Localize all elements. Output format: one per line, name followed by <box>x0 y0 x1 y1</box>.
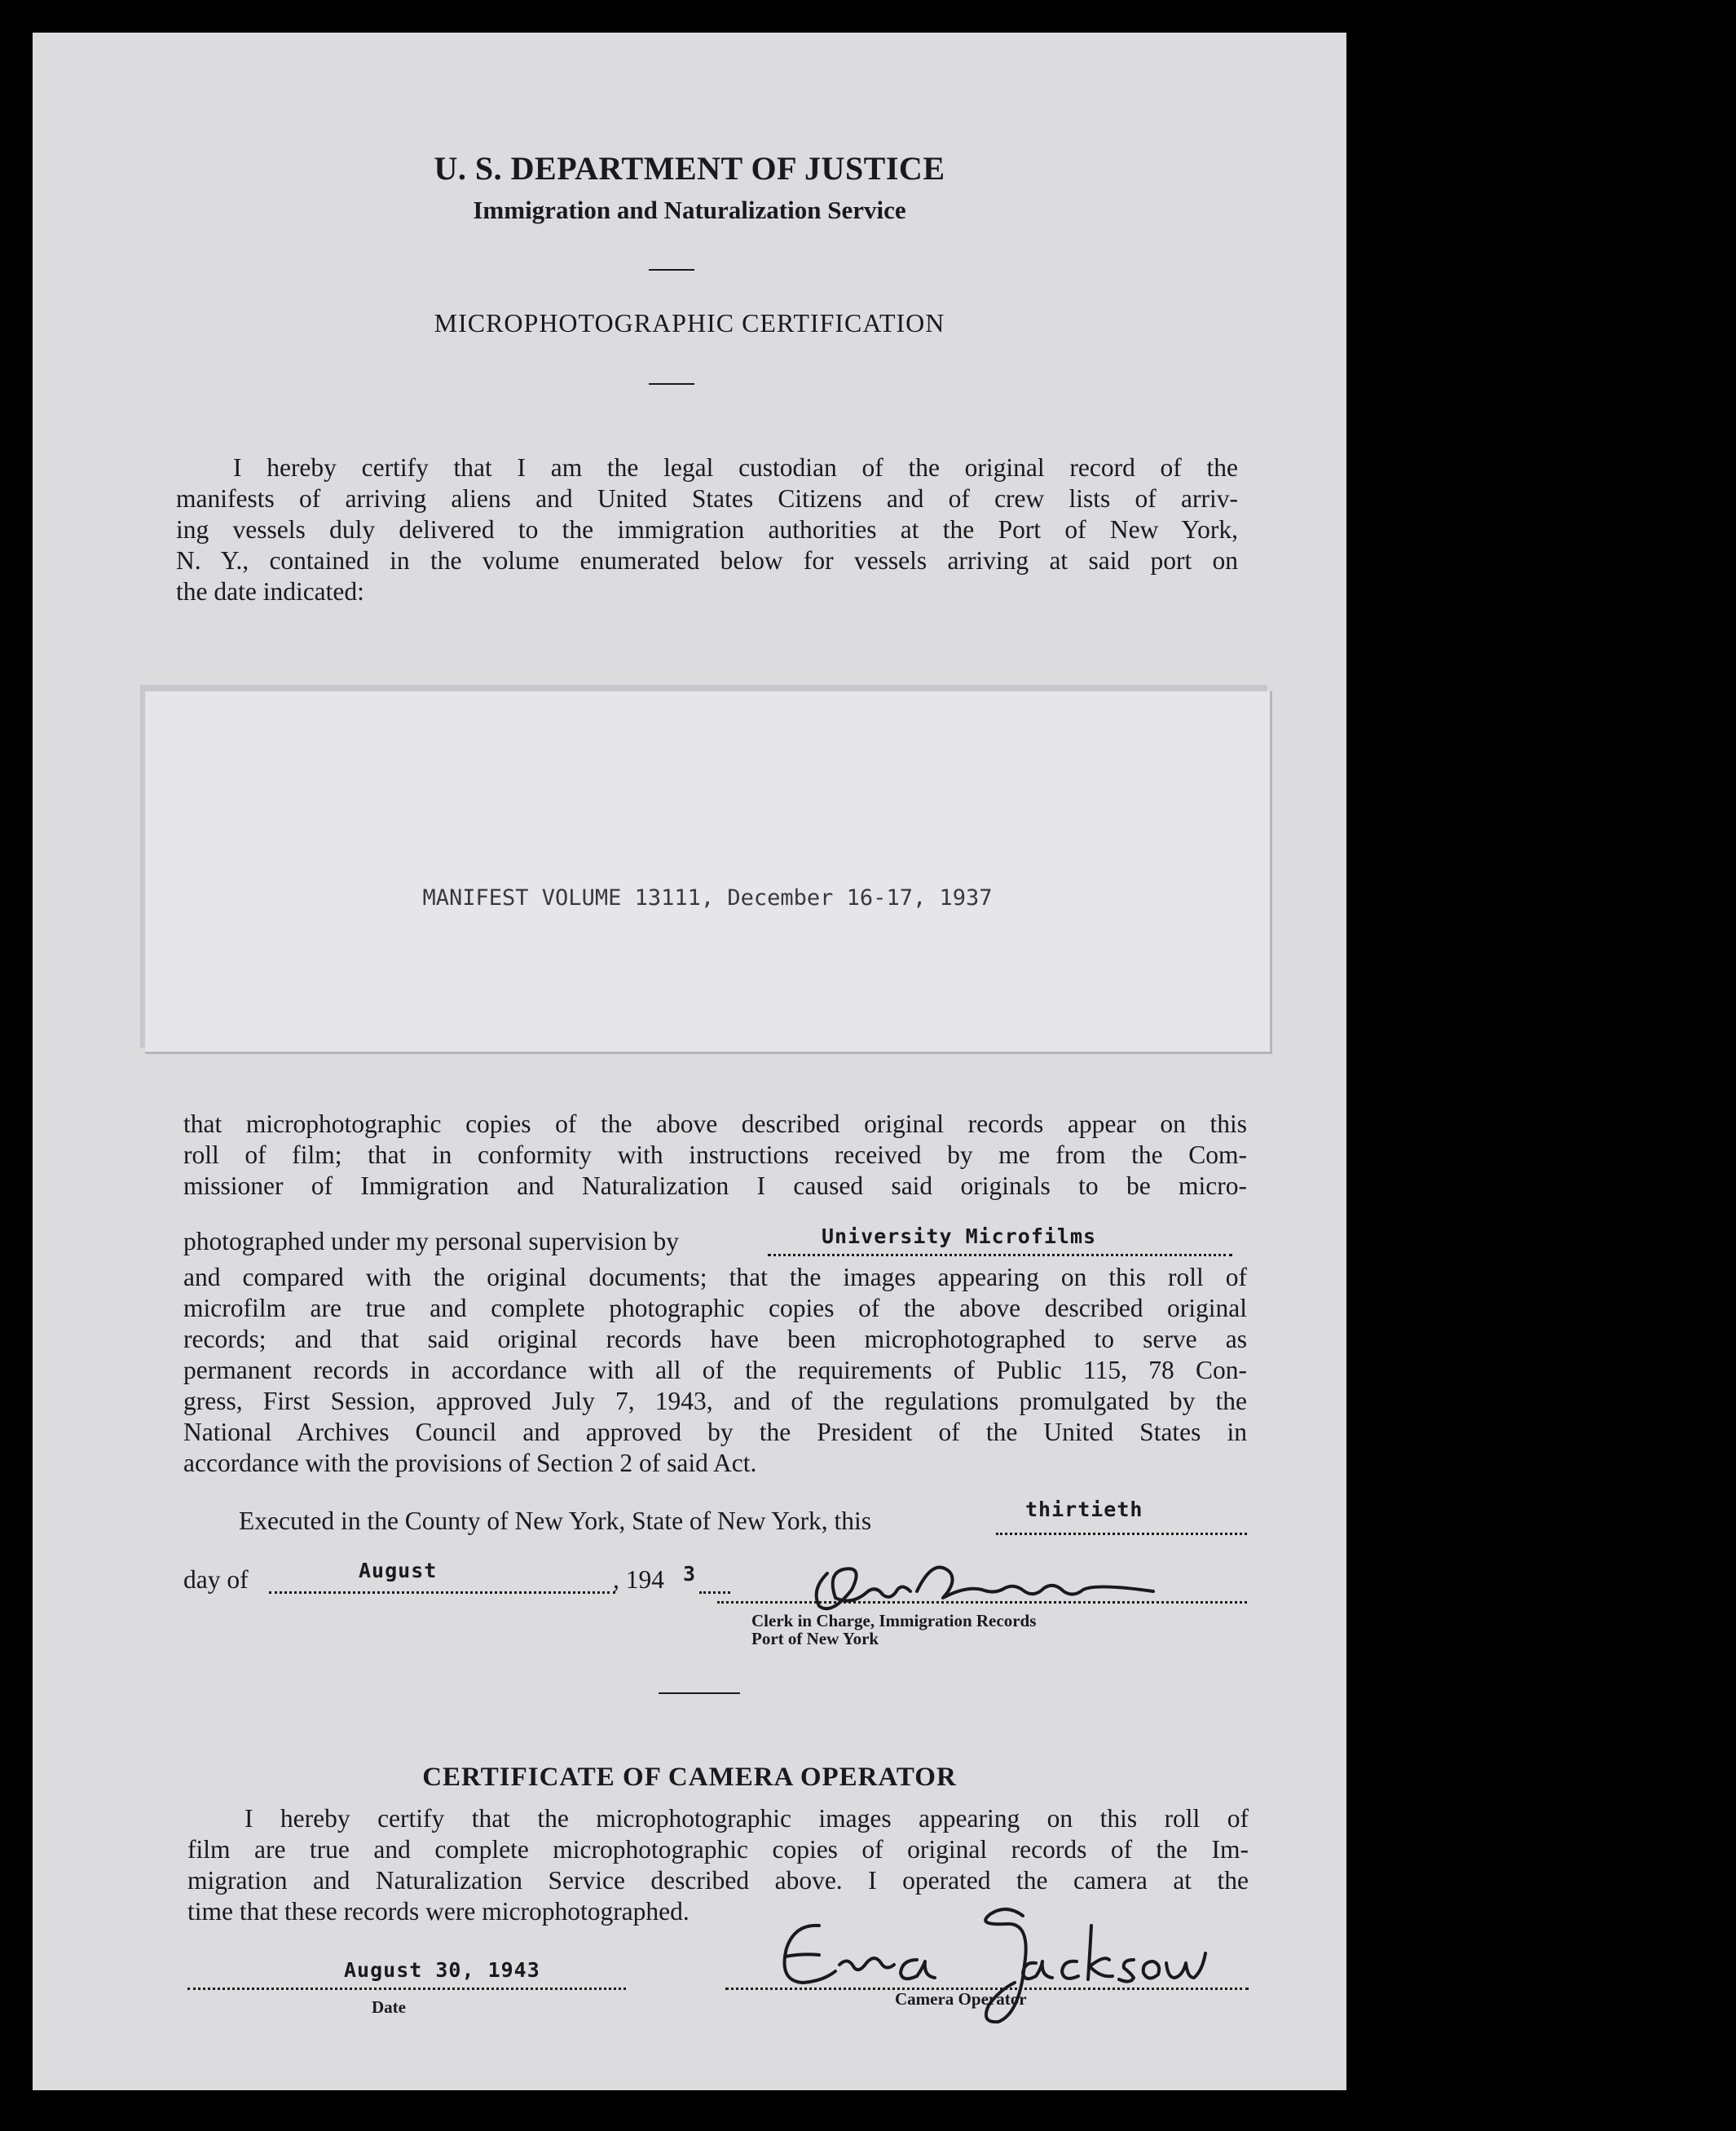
clerk-signature-line <box>717 1601 1247 1604</box>
day-of-label: day of <box>183 1565 249 1594</box>
divider <box>649 383 694 385</box>
body-line: gress, First Session, approved July 7, 1943, and of the regulations promulgated by the <box>183 1387 1247 1415</box>
camera-line: time that these records were microphotographed. <box>187 1897 690 1926</box>
date-dotted-line <box>187 1988 626 1990</box>
body-line: that microphotographic copies of the above described original records appear on this <box>183 1110 1247 1138</box>
body-line: microfilm are true and complete photographic copies of the above described original <box>183 1294 1247 1322</box>
manifest-insert-card <box>145 691 1272 1054</box>
clerk-title-line1: Clerk in Charge, Immigration Records <box>751 1611 1037 1630</box>
intro-line: N. Y., contained in the volume enumerated below for vessels arriving at said port on <box>176 546 1238 575</box>
body-line: records; and that said original records have been microphotographed to serve as <box>183 1325 1247 1353</box>
camera-line: I hereby certify that the microphotographic images appearing on this roll of <box>245 1804 1249 1833</box>
supervision-value: University Microfilms <box>822 1224 1097 1248</box>
camera-line: migration and Naturalization Service described above. I operated the camera at the <box>187 1866 1249 1895</box>
intro-line: ing vessels duly delivered to the immigration authorities at the Port of New York, <box>176 515 1238 544</box>
body-paragraph-2 <box>183 1262 1247 1479</box>
clerk-signature <box>795 1541 1170 1622</box>
divider <box>659 1692 740 1694</box>
year-prefix: , 194 <box>613 1565 664 1594</box>
year-dotted-line <box>699 1591 730 1594</box>
manifest-volume-text: MANIFEST VOLUME 13111, December 16-17, 1937 <box>422 885 993 911</box>
day-value: thirtieth <box>1025 1498 1143 1521</box>
divider <box>649 269 694 271</box>
date-label: Date <box>372 1997 406 2017</box>
intro-paragraph <box>176 452 1238 607</box>
intro-line: I hereby certify that I am the legal custodian of the original record of the <box>233 453 1238 482</box>
year-value: 3 <box>683 1562 697 1586</box>
day-dotted-line <box>996 1533 1247 1535</box>
body-line: National Archives Council and approved by the President of the United States in <box>183 1418 1247 1446</box>
service-subtitle: Immigration and Naturalization Service <box>473 196 906 224</box>
supervision-line <box>183 1227 679 1256</box>
body-line: permanent records in accordance with all of the requirements of Public 115, 78 Con- <box>183 1356 1247 1384</box>
month-value: August <box>359 1559 438 1582</box>
clerk-title-line2: Port of New York <box>751 1629 879 1648</box>
executed-prefix: Executed in the County of New York, State of New York, this <box>239 1507 872 1535</box>
document-title: MICROPHOTOGRAPHIC CERTIFICATION <box>434 308 945 338</box>
camera-certificate-title: CERTIFICATE OF CAMERA OPERATOR <box>422 1763 957 1792</box>
month-dotted-line <box>269 1591 615 1594</box>
body-line: missioner of Immigration and Naturalization I caused said originals to be micro- <box>183 1171 1247 1200</box>
certificate-page <box>33 33 1346 2090</box>
operator-label: Camera Operator <box>895 1989 1027 2009</box>
body-line: roll of film; that in conformity with instructions received by me from the Com- <box>183 1141 1247 1169</box>
camera-line: film are true and complete microphotographic copies of original records of the Im- <box>187 1835 1249 1864</box>
camera-date-value: August 30, 1943 <box>344 1958 540 1982</box>
intro-line: the date indicated: <box>176 577 364 606</box>
body-line: and compared with the original documents; that the images appearing on this roll of <box>183 1263 1247 1291</box>
body-paragraph <box>183 1109 1247 1202</box>
body-line: accordance with the provisions of Section 2 of said Act. <box>183 1449 757 1477</box>
supervision-prefix: photographed under my personal supervision by <box>183 1227 680 1255</box>
department-title: U. S. DEPARTMENT OF JUSTICE <box>434 150 945 187</box>
intro-line: manifests of arriving aliens and United States Citizens and of crew lists of arriv- <box>176 484 1238 513</box>
supervision-dotted-line <box>768 1254 1232 1256</box>
